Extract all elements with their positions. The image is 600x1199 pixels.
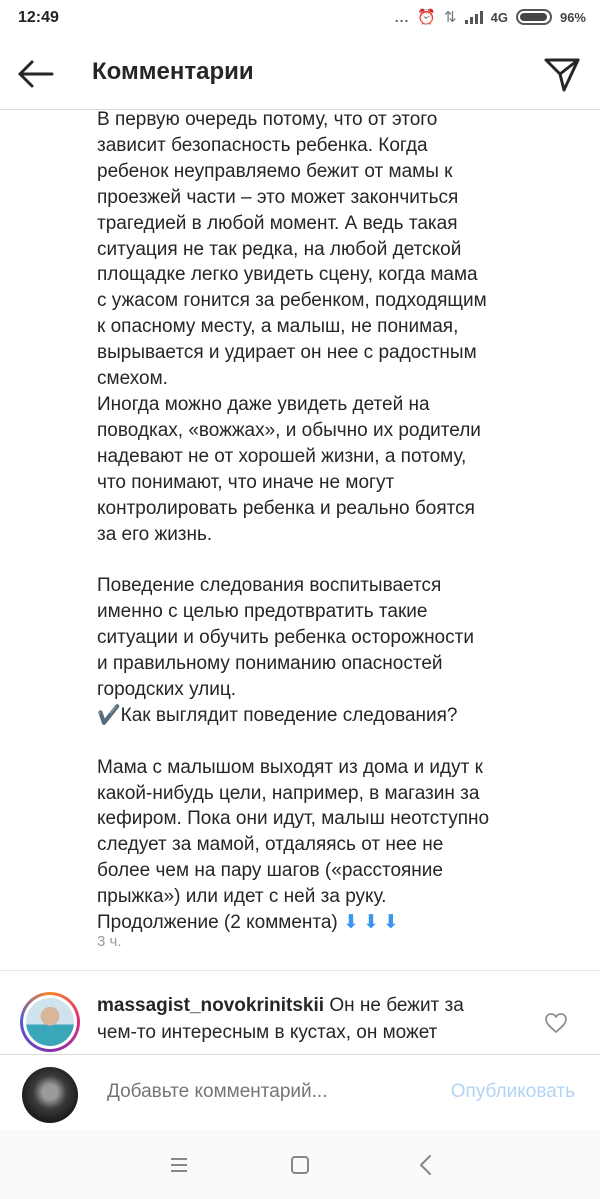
back-chevron-icon	[413, 1152, 439, 1178]
network-type: 4G	[490, 9, 508, 25]
notification-dots: ...	[394, 9, 410, 25]
reply-username[interactable]: massagist_novokrinitskii	[97, 995, 325, 1016]
reply-text	[97, 992, 517, 1046]
status-icons	[395, 8, 586, 26]
avatar-photo	[26, 998, 74, 1046]
alarm-icon: ⏰	[417, 9, 437, 26]
comment-text	[97, 107, 567, 936]
like-button[interactable]	[544, 1012, 568, 1034]
paper-plane-icon	[542, 54, 582, 94]
header	[0, 36, 600, 110]
home-button[interactable]	[287, 1152, 313, 1178]
avatar[interactable]	[20, 992, 80, 1052]
back-button[interactable]	[16, 54, 56, 94]
page-title: Комментарии	[92, 58, 254, 85]
divider	[0, 970, 600, 971]
publish-button[interactable]: Опубликовать	[450, 1081, 575, 1102]
heart-outline-icon	[544, 1012, 568, 1034]
arrow-left-icon	[16, 54, 56, 94]
system-nav-bar	[0, 1130, 600, 1199]
home-square-icon	[287, 1152, 313, 1178]
menu-button[interactable]	[166, 1152, 192, 1178]
signal-icon	[465, 10, 483, 24]
comment-input[interactable]	[107, 1081, 407, 1103]
reply-comment	[0, 990, 600, 1052]
down-arrows-icon: ⬇⬇⬇	[343, 912, 403, 934]
status-time: 12:49	[18, 9, 59, 26]
comment-body-text: В первую очередь потому, что от этого зависит безопасность ребенка. Когда ребенок неуправляемо бежит от мамы к проезжей части – это может закончиться трагедией в любой момент. А ведь такая ситуация не так редка, на любой детской площадке легко увидеть сцену, когда мама с ужасом гонится за ребенком, подходящим к опасному месту, а малыш, не понимая, вырывается и удирает он нее с радостным смехом. Иногда можно даже увидеть детей на поводках, «вожжах», и обычно их родители надевают не от хорошей жизни, а потому, что понимают, что иначе не могут контролировать ребенка и реально боятся за его жизнь. Поведение следования воспитывается именно с целью предотвратить такие ситуации и обучить ребенка осторожности и правильному пониманию опасностей городских улиц. ✔️Как выглядит поведение следования? Мама с малышом выходят из дома и идут к какой-нибудь цели, например, в магазин за кефиром. Пока они идут, малыш неотступно следует за мамой, отдаляясь от нее не более чем на пару шагов («расстояние прыжка») или идет с ней за руку. Продолжение (2 коммента)	[97, 109, 490, 934]
comment-composer	[0, 1054, 600, 1130]
reply-body: Он не бежит за чем-то интересным в кустах, он может	[97, 995, 464, 1043]
battery-icon	[516, 9, 552, 25]
data-arrows-icon: ⇅	[444, 9, 457, 26]
status-bar	[0, 0, 600, 36]
system-back-button[interactable]	[413, 1152, 439, 1178]
avatar	[22, 1067, 78, 1123]
send-button[interactable]	[542, 54, 582, 94]
battery-percent: 96%	[559, 9, 586, 25]
menu-icon	[166, 1152, 192, 1178]
comment-timestamp: 3 ч.	[97, 933, 122, 950]
